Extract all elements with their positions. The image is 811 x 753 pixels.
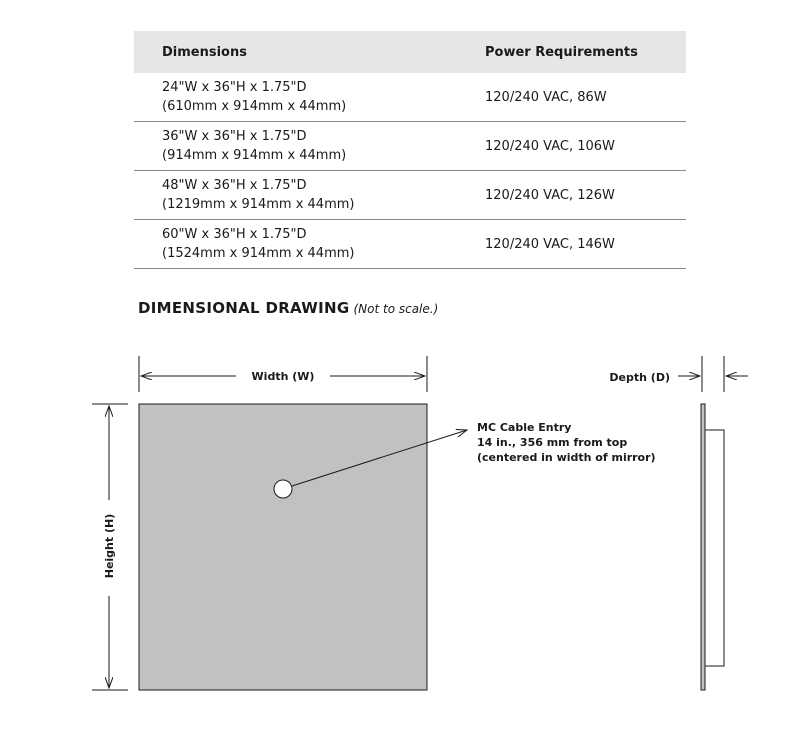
- depth-label: Depth (D): [609, 371, 670, 384]
- cable-entry-hole: [274, 480, 292, 498]
- power-cell: 120/240 VAC, 126W: [485, 171, 686, 220]
- mirror-side-glass: [701, 404, 705, 690]
- column-header-power: Power Requirements: [485, 31, 686, 73]
- dimensions-imperial: 36"W x 36"H x 1.75"D: [162, 129, 307, 144]
- width-label: Width (W): [251, 370, 315, 383]
- power-cell: 120/240 VAC, 146W: [485, 220, 686, 269]
- height-dimension: [92, 404, 128, 690]
- mirror-side-housing: [705, 430, 724, 666]
- mirror-side-view: [701, 404, 724, 690]
- column-header-dimensions: Dimensions: [134, 31, 485, 73]
- cable-entry-title: MC Cable Entry: [477, 421, 572, 434]
- cable-entry-callout: [477, 421, 656, 464]
- width-dimension: [139, 356, 427, 392]
- drawing-title: DIMENSIONAL DRAWING: [138, 299, 350, 317]
- cable-entry-distance: 14 in., 356 mm from top: [477, 436, 628, 449]
- drawing-scale-note: (Not to scale.): [353, 302, 439, 316]
- dimensions-metric: (1219mm x 914mm x 44mm): [162, 197, 355, 212]
- power-cell: 120/240 VAC, 86W: [485, 73, 686, 122]
- dimensions-imperial: 48"W x 36"H x 1.75"D: [162, 178, 307, 193]
- cable-entry-note: (centered in width of mirror): [477, 451, 656, 464]
- height-label: Height (H): [103, 513, 116, 579]
- mirror-front-view: [139, 404, 427, 690]
- dimensions-metric: (914mm x 914mm x 44mm): [162, 148, 347, 163]
- dimensions-metric: (610mm x 914mm x 44mm): [162, 99, 347, 114]
- depth-dimension: [609, 356, 748, 392]
- dimensions-imperial: 60"W x 36"H x 1.75"D: [162, 227, 307, 242]
- power-cell: 120/240 VAC, 106W: [485, 122, 686, 171]
- dimensions-metric: (1524mm x 914mm x 44mm): [162, 246, 355, 261]
- dimensions-imperial: 24"W x 36"H x 1.75"D: [162, 80, 307, 95]
